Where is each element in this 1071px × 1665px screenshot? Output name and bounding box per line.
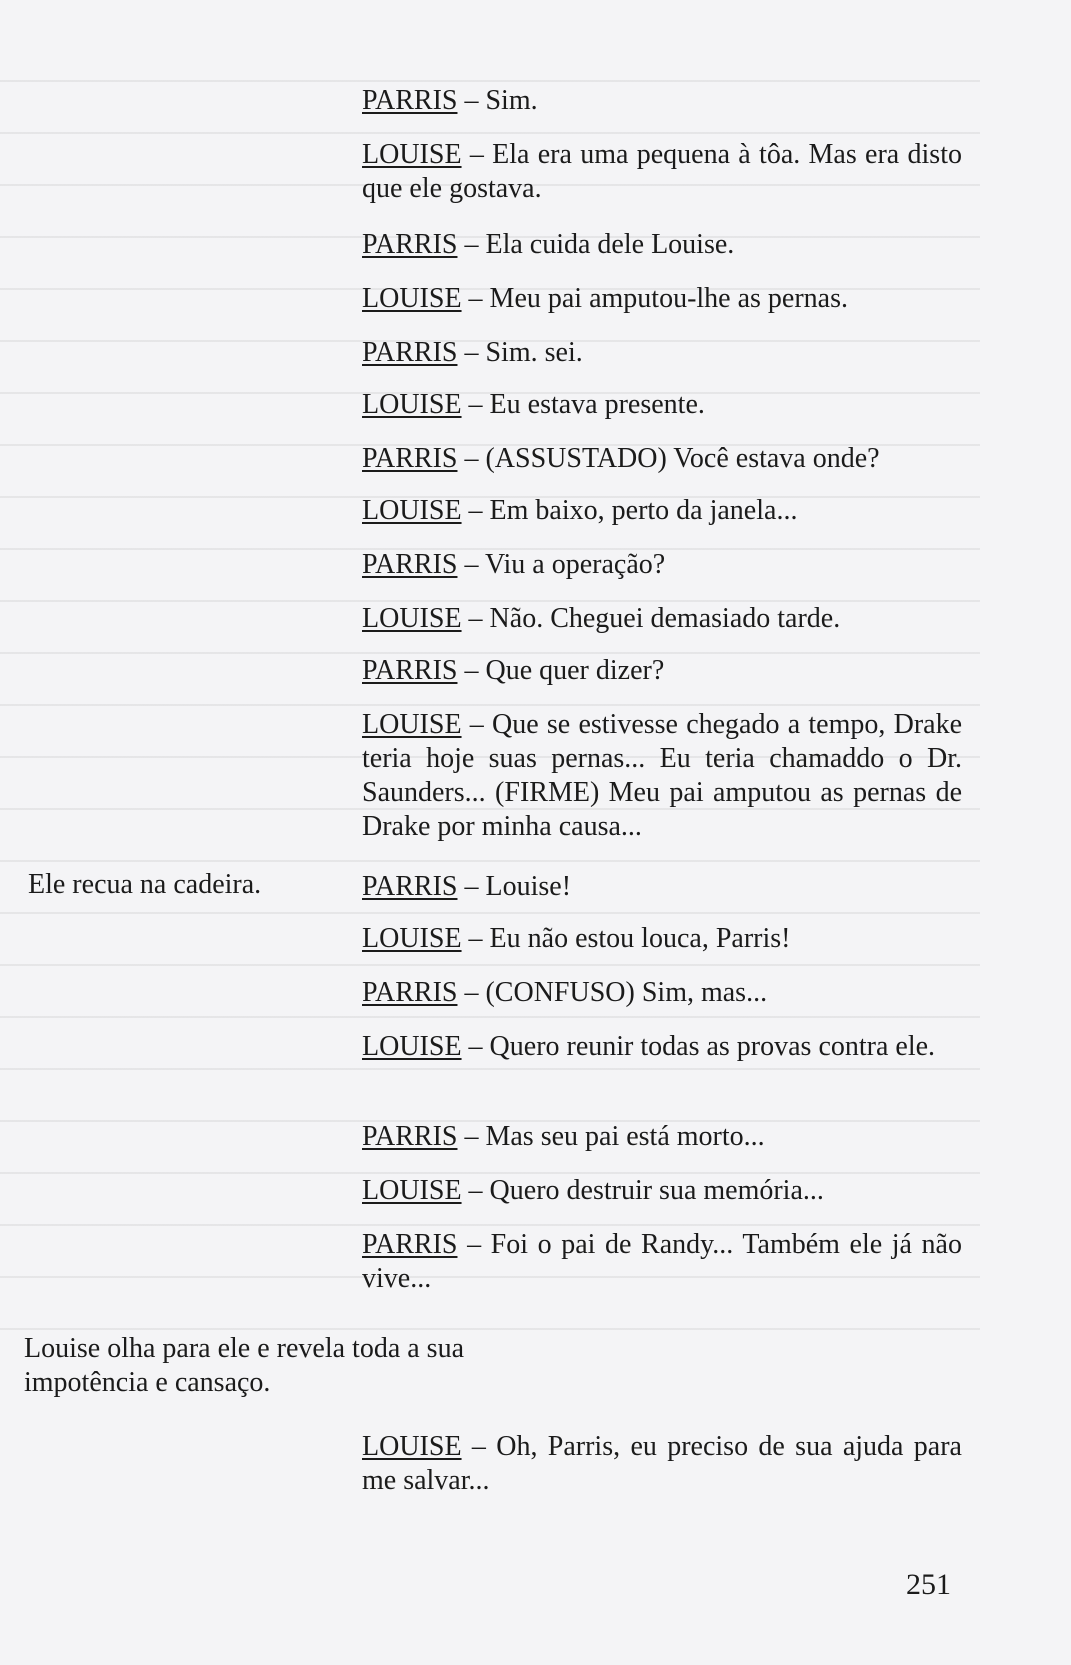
speech-text: – Sim. [457,85,538,116]
speech-text: – Mas seu pai está morto... [457,1121,765,1152]
dialogue-line [362,708,962,844]
speaker-name: PARRIS [362,1121,458,1152]
speaker-name: PARRIS [362,655,458,686]
stage-direction: Ele recua na cadeira. [28,869,262,900]
dialogue-line [362,976,962,1010]
dialogue-line [362,922,962,956]
stage-direction: Louise olha para ele e revela toda a sua impotência e cansaço. [24,1333,465,1398]
speaker-name: PARRIS [362,85,458,116]
dialogue-line [362,442,962,476]
speech-text: – Quero reunir todas as provas contra ele. [461,1031,936,1062]
speaker-name: PARRIS [362,549,458,580]
speaker-name: LOUISE [362,495,462,526]
speaker-name: PARRIS [362,443,458,474]
dialogue-line [362,1030,962,1064]
page-number: 251 [906,1568,951,1601]
dialogue-line [362,282,962,316]
speaker-name: LOUISE [362,923,462,954]
dialogue-line [362,84,962,118]
speech-text: – Quero destruir sua memória... [461,1175,824,1206]
dialogue-line [362,1174,962,1208]
speaker-name: LOUISE [362,389,462,420]
speech-text: – Viu a operação? [457,549,666,580]
dialogue-line [362,494,962,528]
speaker-name: PARRIS [362,229,458,260]
speaker-name: LOUISE [362,1175,462,1206]
speech-text: – Oh, Parris, eu preciso de sua ajuda para me salvar... [362,1431,962,1496]
dialogue-line [362,388,962,422]
speech-text: – Eu não estou louca, Parris! [461,923,791,954]
speaker-name: LOUISE [362,709,462,740]
speech-text: – Eu estava presente. [461,389,705,420]
speaker-name: LOUISE [362,1431,462,1462]
dialogue-line [362,654,962,688]
speech-text: – Ela cuida dele Louise. [457,229,735,260]
speech-text: – Não. Cheguei demasiado tarde. [461,603,841,634]
dialogue-line [362,602,962,636]
speaker-name: LOUISE [362,139,462,170]
dialogue-line [362,548,962,582]
speech-text: – Foi o pai de Randy... Também ele já não vive... [362,1229,962,1294]
speech-text: – Meu pai amputou-lhe as pernas. [461,283,848,314]
speech-text: – Ela era uma pequena à tôa. Mas era disto que ele gostava. [362,139,962,204]
dialogue-line [362,1228,962,1296]
dialogue-line [362,138,962,206]
speaker-name: PARRIS [362,1229,458,1260]
dialogue-line [362,336,962,370]
dialogue-line [362,1120,962,1154]
dialogue-line [362,228,962,262]
speech-text: – (CONFUSO) Sim, mas... [457,977,768,1008]
speaker-name: PARRIS [362,337,458,368]
dialogue-line [362,1430,962,1498]
speech-text: – Que se estivesse chegado a tempo, Drake teria hoje suas pernas... Eu teria chamaddo o Dr. Saunders... (FIRME) Meu pai amputou as pernas de Drake por minha causa... [362,709,962,842]
speaker-name: LOUISE [362,283,462,314]
speech-text: – Louise! [457,871,572,902]
speech-text: – Sim. sei. [457,337,583,368]
speaker-name: LOUISE [362,603,462,634]
speech-text: – Que quer dizer? [457,655,665,686]
speaker-name: PARRIS [362,977,458,1008]
speech-text: – Em baixo, perto da janela... [461,495,798,526]
speaker-name: LOUISE [362,1031,462,1062]
speech-text: – (ASSUSTADO) Você estava onde? [457,443,880,474]
dialogue-line [362,870,962,904]
speaker-name: PARRIS [362,871,458,902]
